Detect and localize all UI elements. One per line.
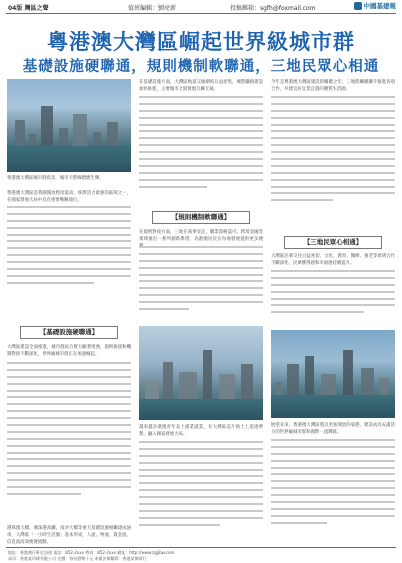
headline-title: 粵港澳大灣區崛起世界級城市群 — [47, 30, 355, 54]
page-header — [0, 0, 402, 14]
logo-icon — [354, 2, 362, 10]
col2-text-block-1 — [139, 96, 263, 204]
col1-text-block-2 — [7, 362, 131, 532]
section-heading-rules: 【規則機制軟聯通】 — [152, 211, 250, 224]
col3-para-3: 展望未來，粵港澳大灣區將以更加開放的姿態，建設成為充滿活力的世界級城市群和國際一流灣區。 — [271, 423, 395, 435]
footer-line-2: 承印：香港某印刷有限公司 定價：每份港幣十元 本報法律顧問：香港某律師行 — [8, 556, 147, 561]
col3-text-block-3 — [271, 439, 395, 539]
city-skyline-photo — [7, 79, 131, 172]
newspaper-logo: 中國基建報 — [354, 1, 397, 10]
col3-text-block-2 — [271, 270, 395, 330]
editor-label: 值班編輯：劉亮新 — [128, 5, 177, 12]
col1-text-block-1 — [7, 206, 131, 310]
bay-area-photo — [271, 330, 395, 418]
col3-para-1: 今年是粵港澳大灣區建設的關鍵之年，三地將繼續攜手推進各項合作，共建宜居宜業宜遊的優質生活圈。 — [271, 80, 395, 92]
photo-caption: 粵港澳大灣區城市群夜景，城市天際線熠熠生輝。 — [7, 176, 104, 181]
footer-rule — [6, 547, 396, 548]
page-footer — [0, 547, 402, 563]
headline-subtitle: 基礎設施硬聯通，規則機制軟聯通，三地民眾心相通 — [22, 59, 380, 75]
col2-para-2: 在規則對接方面，三地在商事登記、職業資格認可、跨境金融等領域推出一系列創新舉措，為港澳居民在內地發展提供更多便 — [139, 230, 263, 242]
waterfront-photo — [139, 326, 263, 420]
col3-para-2: 大灣區民眾交往日益密切，文化、教育、醫療、養老等領域合作不斷深化，民眾獲得感和幸福感持續提升。 — [271, 254, 395, 266]
col3-text-block-1 — [271, 96, 395, 226]
header-rule — [6, 13, 396, 14]
section-heading-people: 【三地民眾心相通】 — [284, 236, 382, 249]
section-heading-infrastructure: 【基礎設施硬聯通】 — [20, 326, 118, 339]
footer-line-1: 地址：香港灣仔軒尼詩道 電話：852-2xxx 傳真：852-2xxx 網址：http://www.zgjjbw.com — [8, 550, 175, 555]
col1-para-2: 大灣區建設全面推進，城市群綜合實力顯著增強，規則銜接和機制對接不斷深化，世界級城市群正在加速崛起。 — [7, 345, 131, 357]
col2-para-1: 在基礎設施方面，大灣區軌道交通網絡日益密集，城際鐵路建設加快推進，主要城市之間實現互聯互通。 — [139, 80, 263, 92]
col2-text-block-3 — [139, 441, 263, 539]
email-label: 投稿郵箱：sgfh@foxmail.com — [230, 5, 316, 12]
col1-para-3: 港珠澳大橋、廣深港高鐵、南沙大橋等重大基礎設施相繼建成通車，大灣區「一小時生活圈」基本形成，人流、物流、資金流、信息流高效便捷流動。 — [7, 526, 131, 545]
col2-para-3: 越來越多港澳青年北上創業就業，在大灣區這片熱土上追逐夢想，融入國家發展大局。 — [139, 425, 263, 437]
col1-para-1: 粵港澳大灣區是我國開放程度最高、經濟活力最強的區域之一，在國家發展大局中具有重要戰略地位。 — [7, 191, 131, 203]
page-label: 04版 灣區之聲 — [8, 5, 49, 12]
col2-text-block-2 — [139, 246, 263, 326]
